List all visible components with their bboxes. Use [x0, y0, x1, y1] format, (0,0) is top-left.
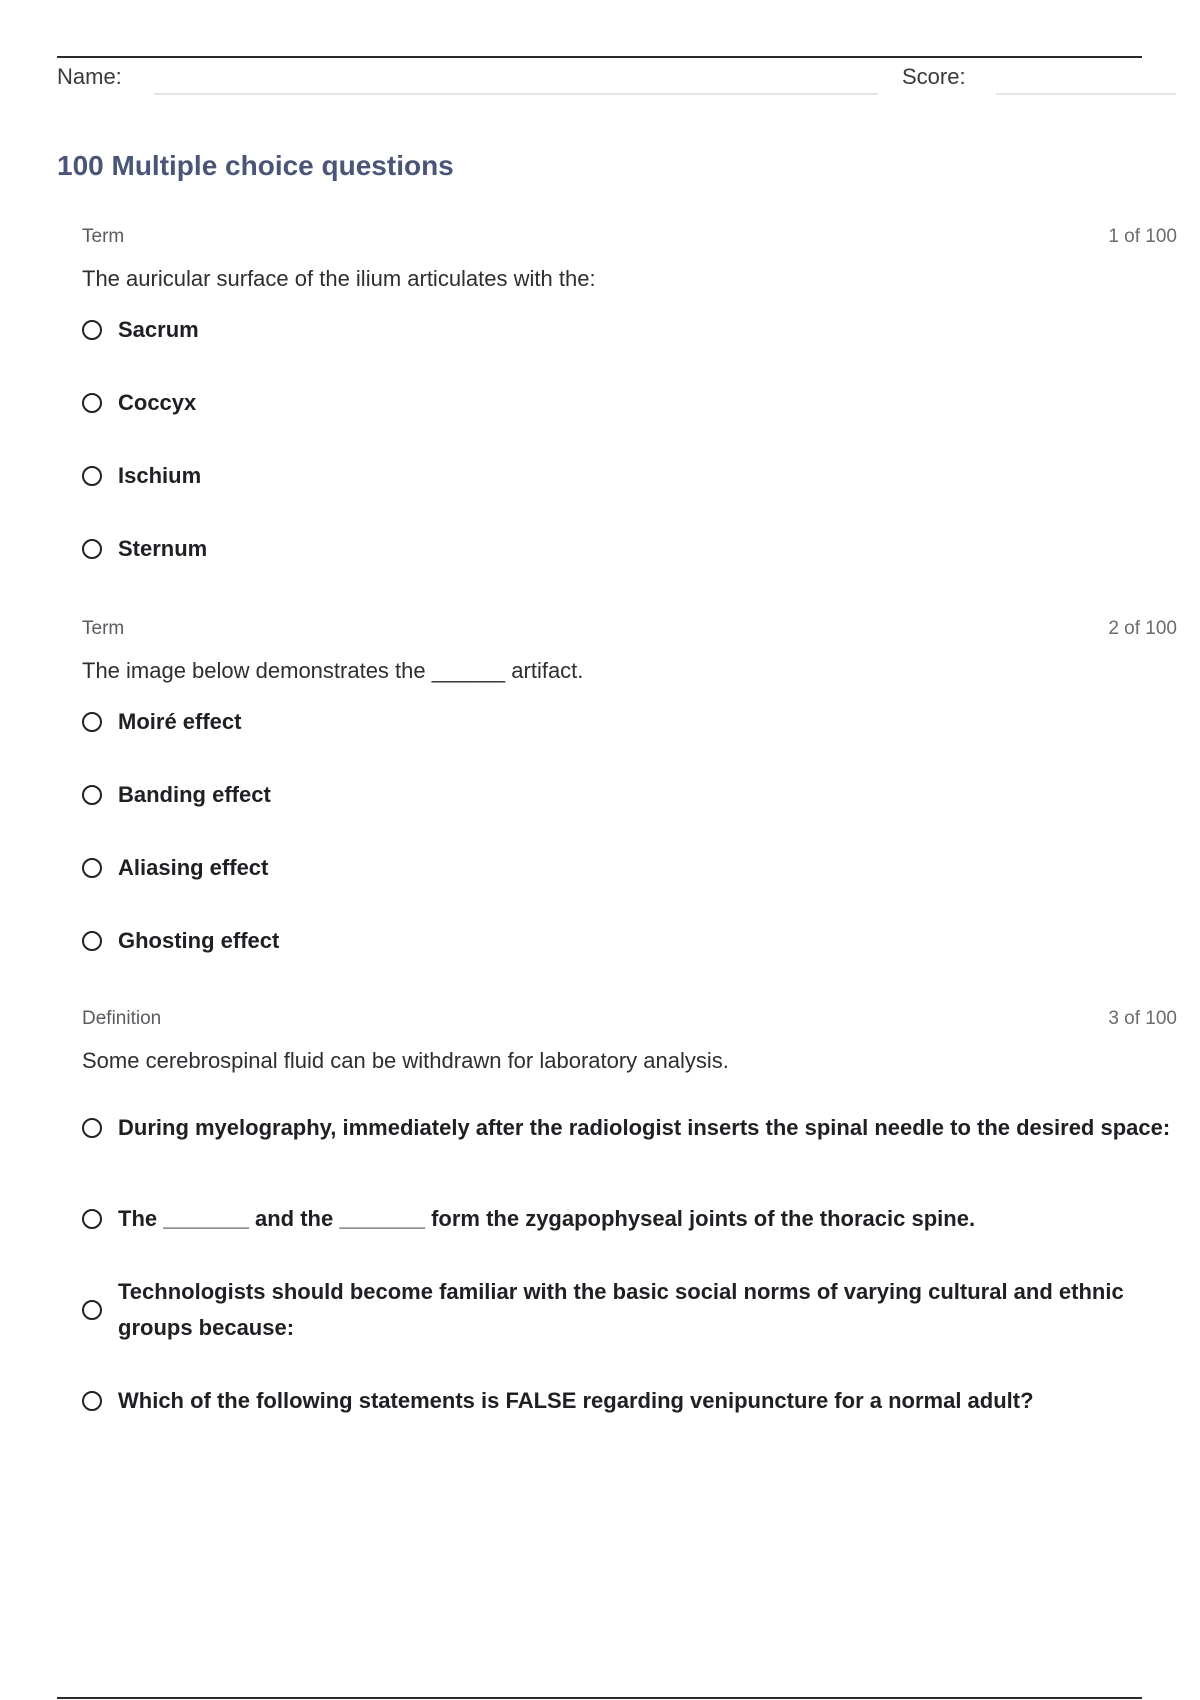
answer-option-label: Coccyx: [118, 390, 197, 415]
answer-option[interactable]: [82, 1092, 1177, 1164]
score-label: Score:: [902, 64, 966, 89]
question-prompt: The image below demonstrates the ______ artifact.: [82, 658, 584, 683]
answer-option-label: Aliasing effect: [118, 855, 269, 880]
answer-option-label: During myelography, immediately after the radiologist inserts the spinal needle to the desired space:: [118, 1115, 1171, 1140]
answer-option[interactable]: [82, 1383, 1177, 1419]
answer-option-label: [118, 1383, 1034, 1419]
answer-option-label-part: regarding venipuncture for a normal adult?: [576, 1388, 1034, 1413]
answer-option-label: The _______ and the _______ form the zygapophyseal joints of the thoracic spine.: [118, 1206, 976, 1231]
answer-options: [82, 1092, 1177, 1419]
answer-option-label: Ischium: [118, 463, 202, 488]
answer-option[interactable]: [82, 704, 1177, 740]
radio-icon[interactable]: [82, 1300, 102, 1320]
radio-icon[interactable]: [82, 1209, 102, 1229]
answer-option[interactable]: [82, 1274, 1177, 1346]
question-card: [82, 226, 1177, 567]
answer-option[interactable]: [82, 850, 1177, 886]
question-prompt: Some cerebrospinal fluid can be withdrawn for laboratory analysis.: [82, 1048, 729, 1073]
question-type: Definition: [82, 1008, 162, 1029]
name-label: Name:: [57, 64, 122, 89]
question-prompt: The auricular surface of the ilium articulates with the:: [82, 266, 596, 291]
radio-icon[interactable]: [82, 712, 102, 732]
answer-options: [82, 704, 1177, 959]
name-input-line[interactable]: [154, 93, 878, 95]
question-counter: 2 of 100: [1108, 618, 1177, 639]
answer-option[interactable]: [82, 458, 1177, 494]
answer-option-label: Ghosting effect: [118, 928, 280, 953]
question-type: Term: [82, 618, 125, 639]
question-counter: 3 of 100: [1108, 1008, 1177, 1029]
answer-option[interactable]: [82, 312, 1177, 348]
answer-option[interactable]: [82, 385, 1177, 421]
radio-icon[interactable]: [82, 539, 102, 559]
score-input-line[interactable]: [996, 93, 1176, 95]
answer-option[interactable]: [82, 777, 1177, 813]
radio-icon[interactable]: [82, 466, 102, 486]
question-counter: 1 of 100: [1108, 226, 1177, 247]
answer-option[interactable]: [82, 531, 1177, 567]
answer-option-label: Sternum: [118, 536, 208, 561]
radio-icon[interactable]: [82, 320, 102, 340]
radio-icon[interactable]: [82, 858, 102, 878]
page-title: 100 Multiple choice questions: [57, 150, 454, 181]
top-rule: [57, 56, 1142, 58]
radio-icon[interactable]: [82, 1391, 102, 1411]
answer-options: [82, 312, 1177, 567]
answer-option-label: Technologists should become familiar with the basic social norms of varying cultural and ethnic groups because:: [118, 1279, 1124, 1340]
radio-icon[interactable]: [82, 785, 102, 805]
question-type: Term: [82, 226, 125, 247]
question-card: [82, 618, 1177, 959]
radio-icon[interactable]: [82, 931, 102, 951]
bottom-rule: [57, 1697, 1142, 1699]
question-card: [82, 1008, 1177, 1419]
answer-option-label: Sacrum: [118, 317, 199, 342]
answer-option[interactable]: [82, 1201, 1177, 1237]
answer-option-label-part: Which of the following statements is: [118, 1388, 506, 1413]
answer-option-label: Banding effect: [118, 782, 271, 807]
answer-option-label: Moiré effect: [118, 709, 242, 734]
radio-icon[interactable]: [82, 393, 102, 413]
answer-option[interactable]: [82, 923, 1177, 959]
emphasis-false: FALSE: [505, 1388, 577, 1413]
radio-icon[interactable]: [82, 1118, 102, 1138]
